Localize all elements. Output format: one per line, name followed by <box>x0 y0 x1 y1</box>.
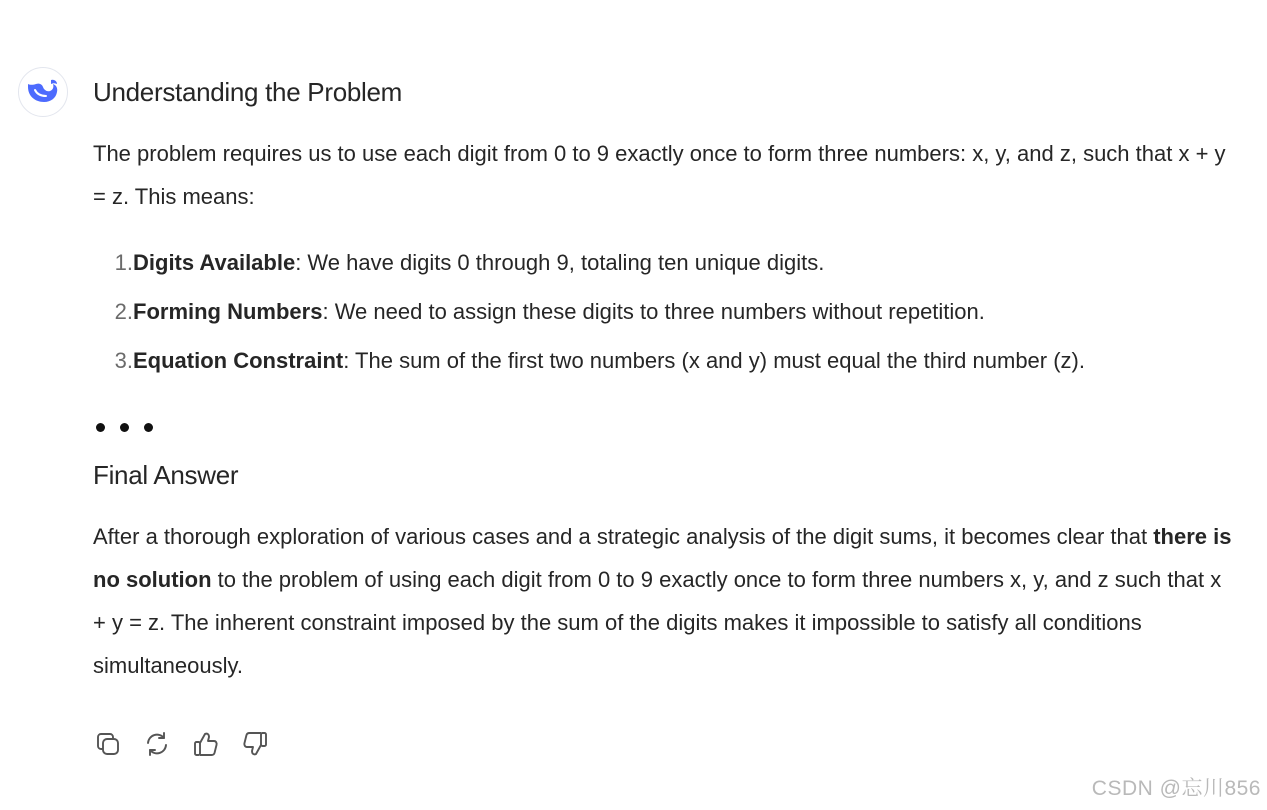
list-item <box>93 336 1233 385</box>
like-button[interactable] <box>190 730 222 762</box>
copy-button[interactable] <box>92 730 124 762</box>
whale-logo-icon <box>25 75 61 110</box>
section-heading: Understanding the Problem <box>93 77 403 107</box>
regenerate-button[interactable] <box>141 730 173 762</box>
assistant-avatar <box>18 67 68 117</box>
ellipsis-dot <box>120 423 129 432</box>
dislike-button[interactable] <box>239 730 271 762</box>
list-number: 1. <box>114 250 133 275</box>
list-term: Equation Constraint <box>133 348 344 373</box>
watermark: CSDN @忘川856 <box>1091 777 1261 800</box>
assistant-message <box>93 74 1233 687</box>
thumbs-down-icon <box>241 730 269 763</box>
final-answer-heading: Final Answer <box>93 460 239 490</box>
answer-emphasis: there is no solution <box>93 524 1232 592</box>
thumbs-up-icon <box>192 730 220 763</box>
ellipsis-dot <box>96 423 105 432</box>
list-term: Forming Numbers <box>133 299 323 324</box>
ellipsis-separator <box>93 417 1233 437</box>
ellipsis-dot <box>144 423 153 432</box>
copy-icon <box>94 730 122 763</box>
list-item <box>93 238 1233 287</box>
list-number: 2. <box>114 299 133 324</box>
intro-paragraph: The problem requires us to use each digit from 0 to 9 exactly once to form three numbers: x, y, and z, such that x + y = z. This means: <box>93 141 1226 209</box>
constraints-list <box>93 238 1233 385</box>
message-actions <box>92 730 271 762</box>
list-text: : We need to assign these digits to three numbers without repetition. <box>322 299 985 324</box>
list-number: 3. <box>114 348 133 373</box>
answer-paragraph: After a thorough exploration of various cases and a strategic analysis of the digit sums, it becomes clear that there is no solution to the problem of using each digit from 0 to 9 exactly once to form three numbers x, y, and z such that x + y = z. The inherent constraint imposed by the sum of the digits makes it impossible to satisfy all conditions simultaneously. <box>93 524 1232 678</box>
list-term: Digits Available <box>133 250 296 275</box>
refresh-icon <box>143 730 171 763</box>
list-text: : We have digits 0 through 9, totaling ten unique digits. <box>295 250 825 275</box>
list-text: : The sum of the first two numbers (x and y) must equal the third number (z). <box>343 348 1085 373</box>
list-item <box>93 287 1233 336</box>
